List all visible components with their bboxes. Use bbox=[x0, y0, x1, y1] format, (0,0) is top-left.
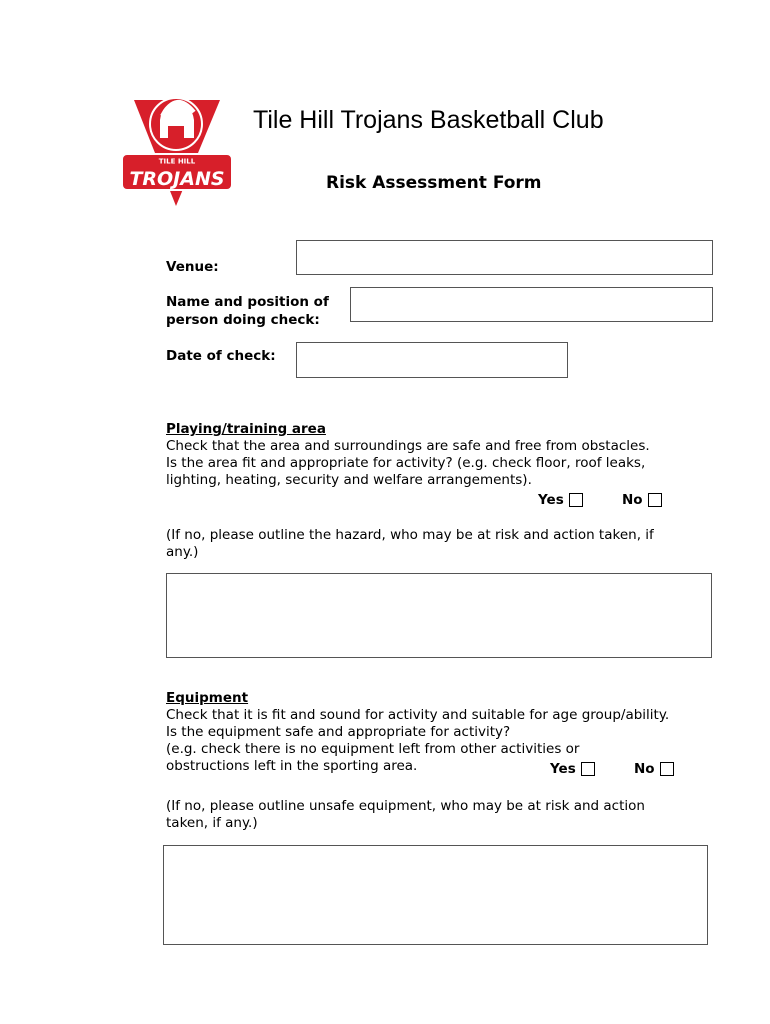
venue-label: Venue: bbox=[166, 259, 219, 275]
no-checkbox[interactable] bbox=[648, 493, 662, 507]
hazard-details-field[interactable] bbox=[166, 573, 712, 658]
text-line: Is the equipment safe and appropriate for activity? bbox=[166, 724, 511, 740]
yes-label: Yes bbox=[538, 492, 564, 508]
text-line: Check that it is fit and sound for activity and suitable for age group/ability. bbox=[166, 707, 670, 723]
equipment-note bbox=[166, 798, 645, 832]
logo-text-line2: TROJANS bbox=[129, 168, 225, 190]
yes-option bbox=[538, 492, 583, 508]
section-text-playing-area bbox=[166, 438, 650, 489]
text-line: (If no, please outline unsafe equipment, who may be at risk and action bbox=[166, 798, 645, 814]
yes-checkbox[interactable] bbox=[581, 762, 595, 776]
no-option bbox=[634, 761, 674, 777]
text-line: obstructions left in the sporting area. bbox=[166, 758, 418, 774]
no-checkbox[interactable] bbox=[660, 762, 674, 776]
no-option bbox=[622, 492, 662, 508]
text-line: taken, if any.) bbox=[166, 815, 258, 831]
name-position-label bbox=[166, 293, 329, 329]
name-label-line2: person doing check: bbox=[166, 312, 320, 328]
venue-field[interactable] bbox=[296, 240, 713, 275]
date-label: Date of check: bbox=[166, 348, 276, 364]
text-line: Check that the area and surroundings are safe and free from obstacles. bbox=[166, 438, 650, 454]
no-label: No bbox=[622, 492, 643, 508]
name-position-field[interactable] bbox=[350, 287, 713, 322]
club-logo bbox=[118, 86, 236, 208]
name-label-line1: Name and position of bbox=[166, 294, 329, 310]
hazard-note bbox=[166, 527, 654, 561]
yes-option bbox=[550, 761, 595, 777]
trojans-logo-graphic bbox=[118, 86, 236, 208]
date-field[interactable] bbox=[296, 342, 568, 378]
club-title: Tile Hill Trojans Basketball Club bbox=[253, 106, 604, 134]
logo-text-line1: TILE HILL bbox=[158, 157, 196, 166]
section-heading-equipment: Equipment bbox=[166, 690, 249, 706]
equipment-details-field[interactable] bbox=[163, 845, 708, 945]
yes-label: Yes bbox=[550, 761, 576, 777]
text-line: (e.g. check there is no equipment left from other activities or bbox=[166, 741, 580, 757]
form-title: Risk Assessment Form bbox=[326, 173, 542, 193]
text-line: any.) bbox=[166, 544, 199, 560]
text-line: (If no, please outline the hazard, who may be at risk and action taken, if bbox=[166, 527, 654, 543]
section-heading-playing-area: Playing/training area bbox=[166, 421, 326, 437]
yes-checkbox[interactable] bbox=[569, 493, 583, 507]
text-line: Is the area fit and appropriate for activity? (e.g. check floor, roof leaks, bbox=[166, 455, 646, 471]
text-line: lighting, heating, security and welfare arrangements). bbox=[166, 472, 532, 488]
no-label: No bbox=[634, 761, 655, 777]
